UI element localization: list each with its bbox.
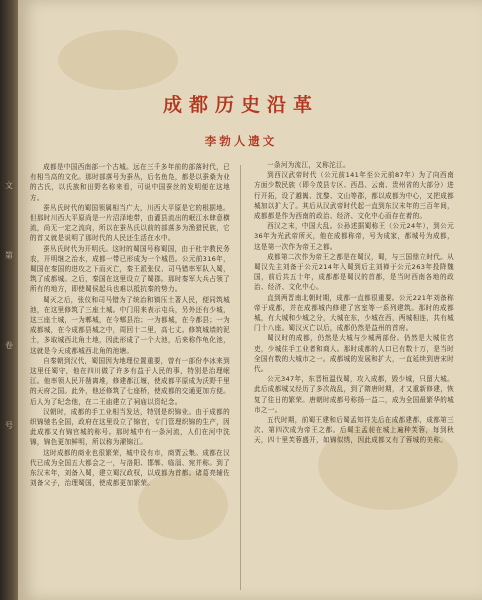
paragraph: 到西汉武帝时代（公元前141年至公元前87年）为了向西南方面少数民族（即今茂县专区、西昌、云南、贵州省的大部分）进行开拓，设了越嶲、沈黎、文山等郡，都以成都为中心，又把成都城加以扩大了。其后从汉武帝时代起一直到东汉末年的三百年间，成都都是作为西南的政治、经济、文化中心而存在着的。 xyxy=(254,171,454,221)
left-text-column xyxy=(30,162,230,489)
column-divider xyxy=(240,165,241,590)
paper-stain xyxy=(58,30,178,90)
paragraph: 蚕丛氏时代为开明氏。这时的蜀国号称蜀国，由于杜宇教民务农，开明继之治水，成都一带已形成为一个城邑。公元前316年，蜀国在秦国的进攻之下而灭亡，秦王派张仪、司马错率军队入蜀，筑了成都城。之后，秦国在这里设立了蜀郡。那时秦军大兵占领了所有的地方，即使蜀侯起兵也难以抵抗秦的势力。 xyxy=(30,244,230,294)
paragraph: 成都是中国西南部一个古城。远在三千多年前的部落时代，已有相当高的文化。那时部落号为蚕丛，后名鱼凫，都是以蚕桑为业的古氏，以氏族和田野名称来看，可说中国蚕丝的发明便在这地方。 xyxy=(30,163,230,202)
paragraph: 公元347年，东晋桓温伐蜀，攻入成都，毁少城，只留大城。此后成都城又经历了多次战乱，到了隋唐时期，才又重新修建，恢复了往日的繁荣。唐朝时成都号称扬一益二，成为全国最繁华的城市之一。 xyxy=(254,375,454,414)
paragraph: 成都第二次作为帝王之都是在蜀汉，蜀，与三国鼎立时代。从蜀汉先主刘备于公元214年入蜀到后主刘禅于公元263年投降魏国，前后共五十年，成都都是蜀汉的首都，是当时西南各地的政治、经济、文化中心。 xyxy=(254,252,454,292)
paragraph: 这时成都的商业也很繁荣，城中设有市，商贾云集。成都在汉代已成为全国五大都会之一，与洛阳、邯郸、临淄、宛并称。到了东汉末年，刘备入蜀，建立蜀汉政权，以成都为首都。诸葛亮辅佐刘备父子，治理蜀国，使成都更加繁荣。 xyxy=(30,448,230,488)
paragraph: 五代时期，前蜀王建和后蜀孟知祥先后在成都建都，成都第三次、第四次成为帝王之都。后蜀主孟昶在城上遍种芙蓉，每到秋天，四十里芙蓉盛开，如锦似绣，因此成都又有了蓉城的美称。 xyxy=(254,416,454,445)
right-text-column xyxy=(254,160,454,446)
binding-edge: 文 第 卷 号 xyxy=(0,0,18,600)
paragraph: 蚕丛氏时代的蜀国领属相当广大，川西大平原是它的根据地。但那时川西大平原尚是一片沼泽地带，由灌县流出的岷江水肆意横流，尚无一定之流向，所以在蚕丛氏以前的部落多为渔猎民族，它的首又就是说明了那时代的人民还生活在水中。 xyxy=(30,203,230,243)
author-byline: 李勃人遗文 xyxy=(204,134,278,148)
page-title: 成都历史沿革 xyxy=(162,94,319,116)
paragraph: 自秦朝到汉代，蜀国因为地理位置重要，曾有一部份李冰来到这里任蜀守，他在四川做了许多有益于人民的事，特别是治理岷江。他率领人民开凿离堆，修建都江堰，使成都平原成为沃野千里的天府之国。此外，他还修筑了七座桥，使成都的交通更加方便。后人为了纪念他，在二王庙建立了祠庙以资纪念。 xyxy=(30,356,230,406)
paragraph: 一条河为流江，又称沱江。 xyxy=(267,161,350,169)
paragraph: 汉朝时，成都的手工业相当发达，特别是织锦业。由于成都的织锦驰名全国，政府在这里设立了锦官，专门管理织锦的生产，因此成都又有锦官城的称号。那时城中有一条河流，人们在河中洗锦，锦色更加鲜明，所以称为濯锦江。 xyxy=(30,407,230,447)
paragraph: 蜀汉时的成都，仍然是大城与少城两部份。仍然是大城住官吏，少城住手工业者和商人。那时成都的人口已有数十万，是当时全国有数的大城市之一。成都城的发展和扩大，一直延续到唐宋时代。 xyxy=(254,334,454,374)
paragraph: 蜀灭之后，张仪和司马错为了统治和镇压土著人民，便同筑城池，在这里修筑了三座土城。中门用来表示屯兵，另外还有少城，这三座土城，一为郫城，在今郫县治；一为都城，在今都县；一为成都城，在今成都县城之中，周回十二里，高七丈。修筑城墙的泥土，多取城西北角土地，因此形成了一个大池，后来称作龟化池，这就是今天成都城西北角的池塘。 xyxy=(30,295,230,355)
paragraph: 直到两晋南北朝时期，成都一直都很重要。公元221年刘备称帝于成都，并在成都城内修建了宫室等一系列建筑。那时的成都城，有大城和少城之分，大城在东，少城在西，两城相连，共有城门十八座。蜀汉灭亡以后，成都仍然是益州的首府。 xyxy=(254,293,454,333)
paragraph: 西汉之末，中国大乱。公孙述据蜀称王（公元24年），到公元36年为光武帝所灭，他在成都称帝，号为成家，都城号为成都，这是第一次作为帝王之都。 xyxy=(254,222,454,251)
